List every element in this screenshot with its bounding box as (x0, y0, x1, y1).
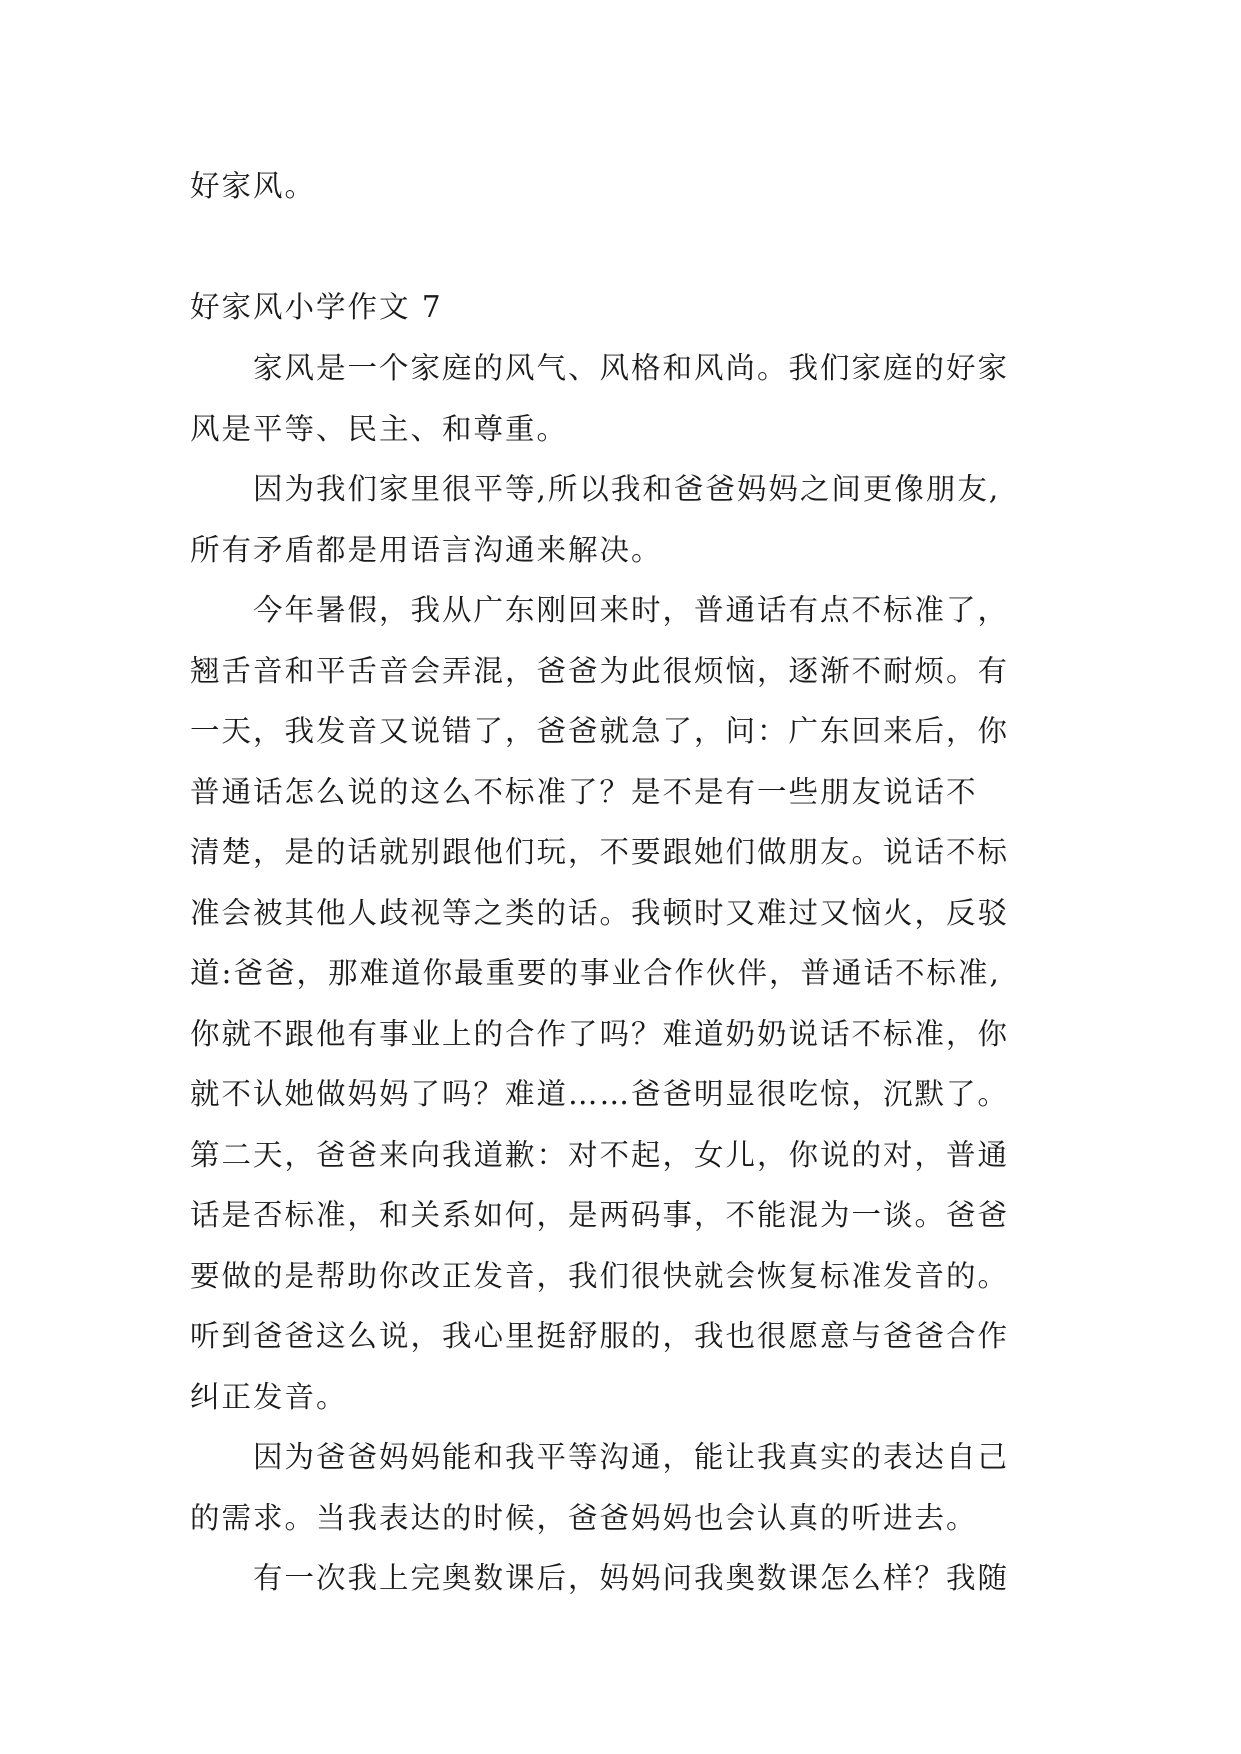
text-line: 话是否标准，和关系如何，是两码事，不能混为一谈。爸爸 (190, 1198, 1010, 1232)
text-line: 第二天，爸爸来向我道歉：对不起，女儿，你说的对，普通 (190, 1137, 1010, 1172)
lead-line: 好家风。 (190, 169, 317, 203)
text-line: 就不认她做妈妈了吗？难道……爸爸明显很吃惊，沉默了。 (190, 1077, 1010, 1111)
text-line: 普通话怎么说的这么不标准了？是不是有一些朋友说话不 (190, 774, 978, 809)
text-line: 家风是一个家庭的风气、风格和风尚。我们家庭的好家 (190, 351, 1010, 385)
text-line: 的需求。当我表达的时候，爸爸妈妈也会认真的听进去。 (190, 1500, 978, 1535)
text-line: 清楚，是的话就别跟他们玩，不要跟她们做朋友。说话不标 (190, 835, 1010, 869)
text-line: 听到爸爸这么说，我心里挺舒服的，我也很愿意与爸爸合作 (190, 1319, 1010, 1353)
essay-body (190, 338, 1070, 1609)
text-line: 一天，我发音又说错了，爸爸就急了，问：广东回来后，你 (190, 714, 1010, 748)
text-line: 今年暑假，我从广东刚回来时，普通话有点不标准了， (190, 593, 1010, 627)
text-line: 有一次我上完奥数课后，妈妈问我奥数课怎么样？我随 (190, 1561, 1010, 1595)
text-line: 准会被其他人歧视等之类的话。我顿时又难过又恼火，反驳 (190, 895, 1010, 930)
text-line: 因为爸爸妈妈能和我平等沟通，能让我真实的表达自己 (190, 1440, 1010, 1474)
text-line: 道:爸爸，那难道你最重要的事业合作伙伴，普通话不标准, (190, 956, 1001, 990)
text-line: 要做的是帮助你改正发音，我们很快就会恢复标准发音的。 (190, 1258, 1010, 1293)
text-line: 翘舌音和平舌音会弄混，爸爸为此很烦恼，逐渐不耐烦。有 (190, 653, 1010, 688)
text-line: 风是平等、民主、和尊重。 (190, 411, 569, 446)
text-line: 你就不跟他有事业上的合作了吗？难道奶奶说话不标准，你 (190, 1016, 1010, 1051)
text-line: 所有矛盾都是用语言沟通来解决。 (190, 532, 663, 567)
text-line: 因为我们家里很平等,所以我和爸爸妈妈之间更像朋友, (190, 472, 1001, 506)
text-line: 纠正发音。 (190, 1379, 348, 1414)
essay-title: 好家风小学作文 7 (190, 290, 443, 324)
